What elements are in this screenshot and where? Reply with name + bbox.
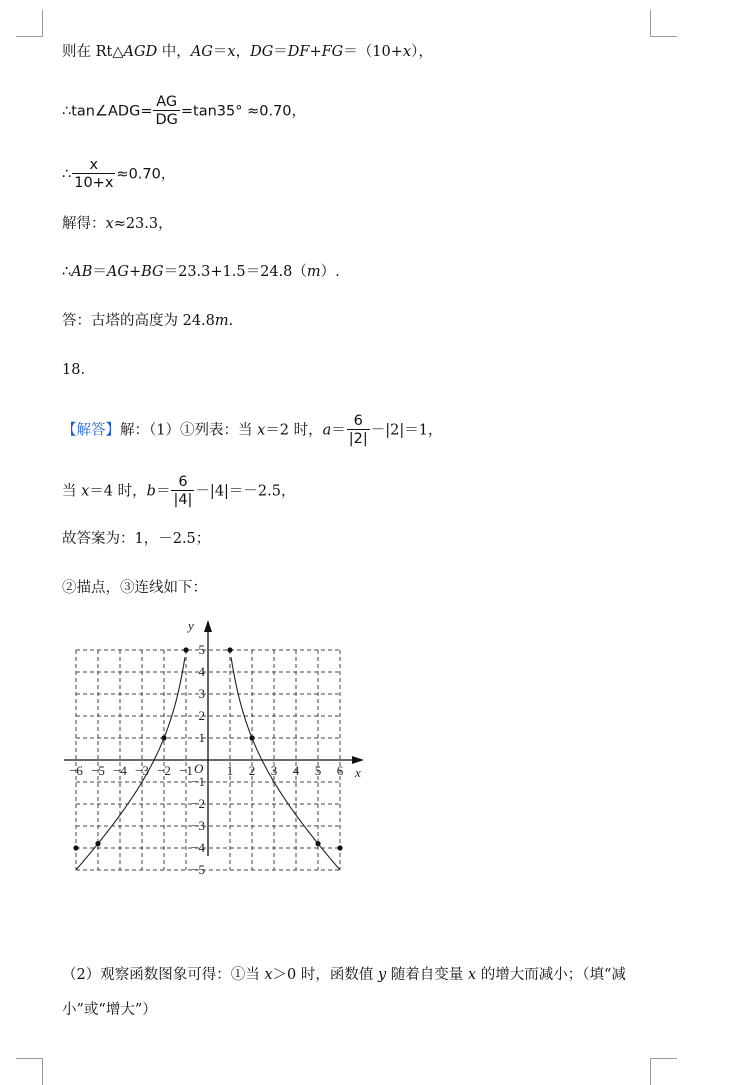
y-tick-label: −4 <box>191 840 205 855</box>
plotted-point <box>95 841 100 846</box>
plotted-point <box>73 845 78 850</box>
x-tick-label: 5 <box>314 763 322 778</box>
tick-labels <box>69 618 361 877</box>
y-tick-label: 1 <box>198 730 205 745</box>
corner-mark-bottom-left <box>16 1058 43 1085</box>
y-axis-label: y <box>188 618 194 633</box>
y-tick-label: 4 <box>198 664 205 679</box>
plotted-point <box>315 841 320 846</box>
x-tick-label: 4 <box>292 763 300 778</box>
x-tick-label: −2 <box>157 763 171 778</box>
plotted-point <box>249 735 254 740</box>
origin-label: O <box>194 761 204 776</box>
y-tick-label: −3 <box>191 818 205 833</box>
y-tick-label: 2 <box>198 708 205 723</box>
y-tick-label: 5 <box>198 642 205 657</box>
plotted-point <box>161 735 166 740</box>
y-tick-label: −2 <box>191 796 205 811</box>
x-axis-label: x <box>355 765 361 780</box>
question-number: 18． <box>62 362 95 378</box>
plotted-point <box>337 845 342 850</box>
solution-line-9: 当 x＝4 时，b＝ $\frac{6}{|4|}$ －|4|＝－2.5， <box>62 474 296 508</box>
x-tick-label: −1 <box>179 763 193 778</box>
solution-line-2: ∴tan∠ADG= $\frac{AG}{DG}$ =tan35° ≈0.70， <box>62 94 307 128</box>
answer-tag: 【解答】 <box>62 422 120 439</box>
solution-line-8: 【解答】解：（1）①列表：当 x＝2 时，a＝ $\frac{6}{|2|}$ －|2|＝1， <box>62 413 443 447</box>
solution-line-4: 解得：x≈23.3， <box>62 216 173 232</box>
solution-line-11: ②描点，③连线如下： <box>62 580 207 596</box>
x-tick-label: 2 <box>248 763 256 778</box>
corner-mark-bottom-right <box>650 1058 677 1085</box>
x-tick-label: 3 <box>270 763 278 778</box>
axes <box>64 620 364 856</box>
fraction-6-over-abs-4: $\frac{6}{|4|}$ <box>173 474 193 508</box>
y-axis-arrow <box>204 620 212 632</box>
curve-right-branch <box>231 657 340 870</box>
y-tick-label: −5 <box>191 862 205 877</box>
y-tick-label: −1 <box>191 774 205 789</box>
x-tick-label: −4 <box>113 763 127 778</box>
solution-line-10: 故答案为：1，－2.5； <box>62 531 211 547</box>
fraction-6-over-abs-2: $\frac{6}{|2|}$ <box>348 413 368 447</box>
answer-line: 答：古塔的高度为 24.8m. <box>62 313 234 329</box>
solution-line-3: ∴ $\frac{x}{10+x}$ ≈0.70， <box>62 157 176 191</box>
function-graph <box>56 616 376 896</box>
x-tick-label: −5 <box>91 763 105 778</box>
corner-mark-top-right <box>650 10 677 37</box>
plotted-point <box>183 647 188 652</box>
corner-mark-top-left <box>16 10 43 37</box>
solution-line-13: 小”或“增大”） <box>62 1002 157 1018</box>
x-tick-label: 6 <box>336 763 344 778</box>
y-tick-label: 3 <box>198 686 205 701</box>
x-tick-label: 1 <box>226 763 234 778</box>
fraction-ag-dg: $\frac{AG}{DG}$ <box>155 94 178 128</box>
solution-line-12: （2）观察函数图象可得：①当 x＞0 时，函数值 y 随着自变量 x 的增大而减小；（填“减 <box>62 967 626 983</box>
x-axis-arrow <box>352 756 364 764</box>
x-tick-label: −3 <box>135 763 149 778</box>
solution-line-5: ∴AB＝AG+BG＝23.3+1.5＝24.8（m）. <box>62 264 340 280</box>
solution-line-1: 则在 Rt△AGD 中，AG＝x，DG＝DF+FG＝（10+x）， <box>62 44 433 60</box>
fraction-x-over-10-plus-x: $\frac{x}{10+x}$ <box>74 157 114 191</box>
x-tick-label: −6 <box>69 763 83 778</box>
plotted-point <box>227 647 232 652</box>
